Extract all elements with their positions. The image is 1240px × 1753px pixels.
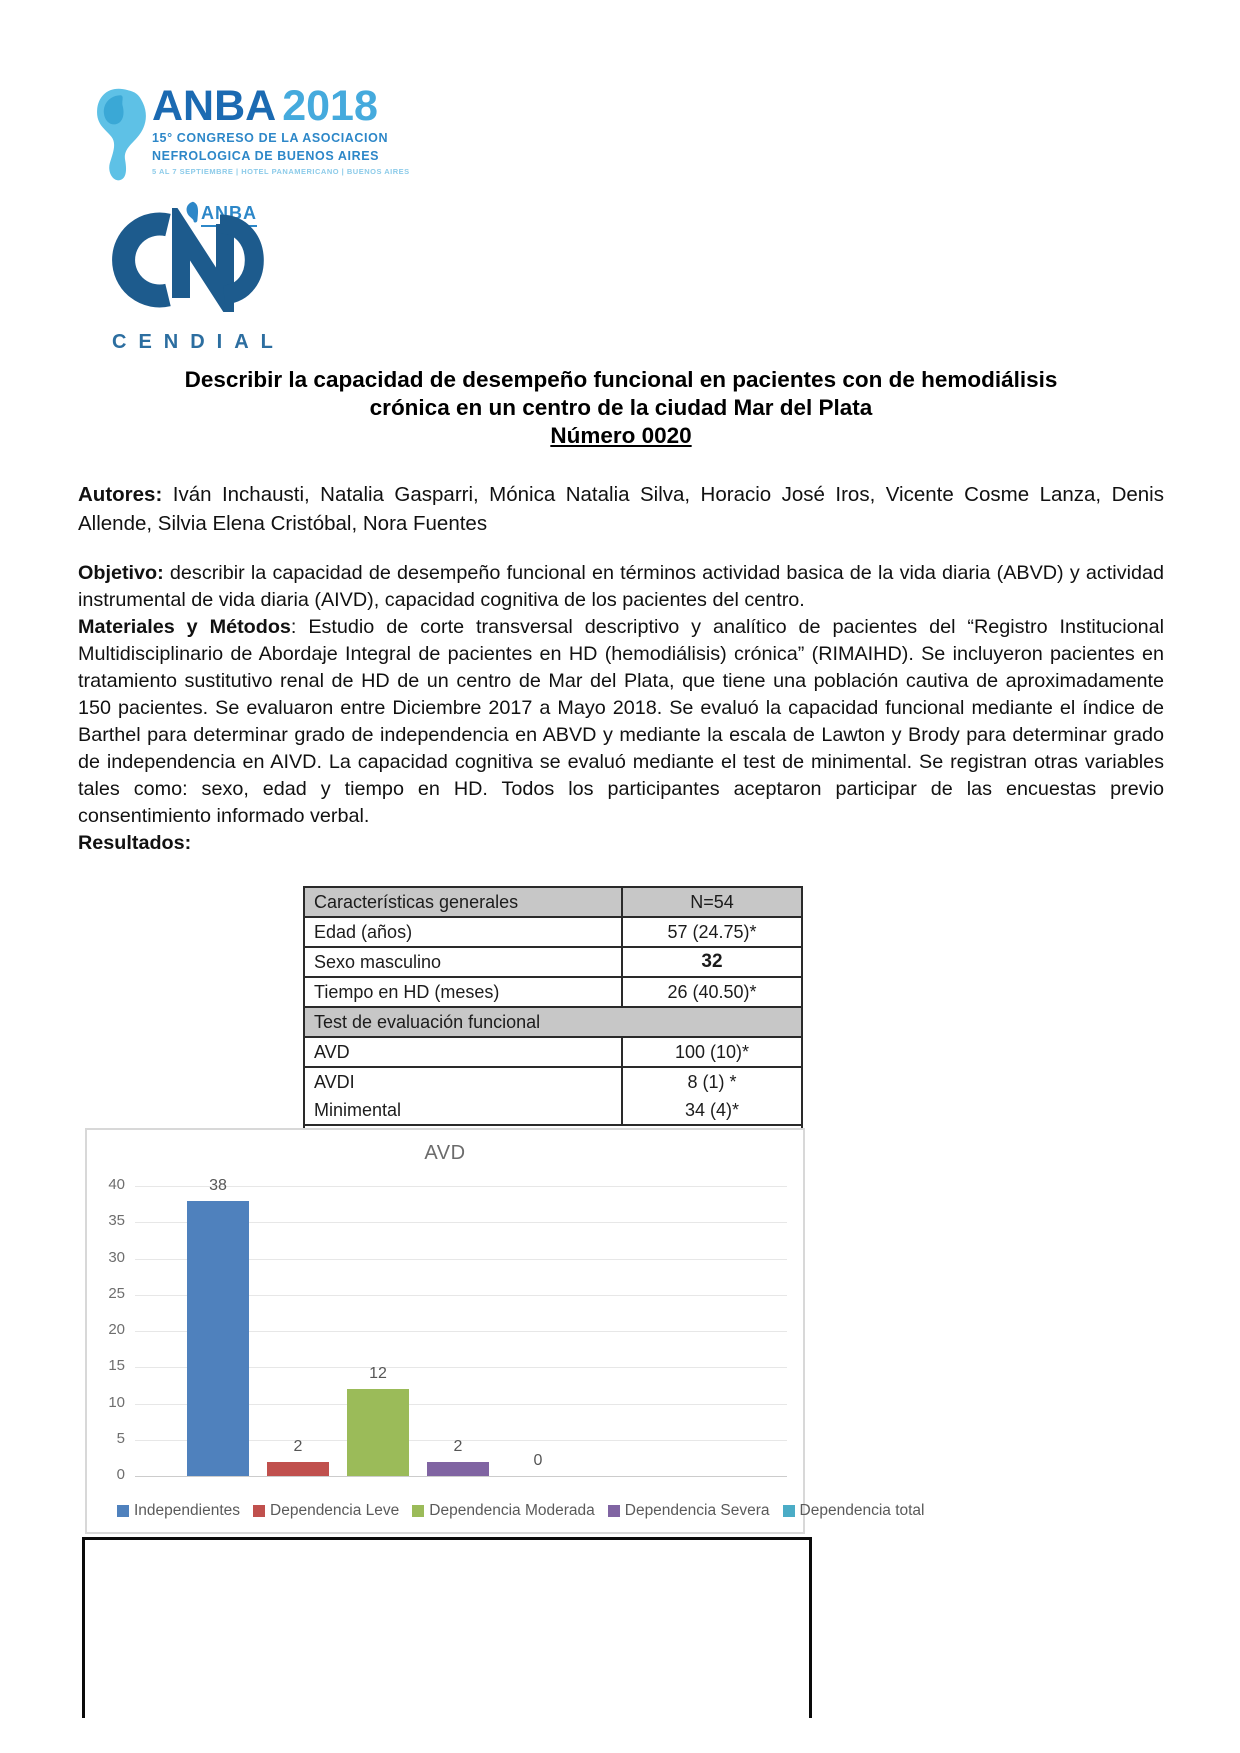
page-title [78,366,1164,450]
avd-chart [85,1128,925,1534]
table-cell-label: Tiempo en HD (meses) [304,977,622,1007]
table-cell-value: N=54 [622,887,802,917]
table-row [304,1096,802,1125]
results-table [303,886,803,1150]
table-cell-value: 57 (24.75)* [622,917,802,947]
y-axis-tick: 30 [108,1248,125,1266]
authors-label: Autores: [78,483,163,506]
cendial-logo [104,208,272,317]
legend-item [412,1502,594,1520]
bar-dependencia-severa [427,1462,489,1477]
congress-subtitle-line2: NEFROLOGICA DE BUENOS AIRES [152,149,380,163]
paragraph-lead: Objetivo: [78,562,164,584]
y-axis-tick: 35 [108,1212,125,1230]
authors-names: Iván Inchausti, Natalia Gasparri, Mónica Natalia Silva, Horacio José Iros, Vicente Cosme Lanza, Denis Allende, Silvia Elena Cristóbal, Nora Fuentes [78,483,1164,535]
y-axis-tick: 40 [108,1176,125,1193]
table-cell-label: Minimental [304,1096,622,1125]
legend-swatch-icon [117,1505,129,1517]
legend-item [117,1502,240,1520]
legend-label: Dependencia Moderada [429,1502,595,1519]
table-row [304,1067,802,1096]
paragraph: Objetivo: describir la capacidad de desempeño funcional en términos actividad basica de la vida diaria (ABVD) y actividad instrumental de vida diaria (AIVD), capacidad cognitiva de los pacientes del centro. [78,562,1164,611]
legend-swatch-icon [608,1505,620,1517]
y-axis-tick: 10 [108,1393,125,1411]
bar-dependencia-leve [267,1462,329,1477]
bar-value-label: 0 [533,1452,543,1469]
cendial-wordmark: CENDIAL [112,331,285,353]
congress-date-venue: 5 AL 7 SEPTIEMBRE | HOTEL PANAMERICANO | BUENOS AIRES [152,167,410,176]
chart-plot [135,1176,787,1476]
bar-dependencia-moderada [347,1389,409,1476]
bar-value-label: 2 [293,1437,303,1455]
cnd-monogram-icon [104,208,272,312]
y-axis-tick: 0 [116,1466,125,1483]
chart-legend [117,1502,925,1520]
legend-item [253,1502,399,1520]
paragraph [78,830,1164,857]
anba-congress-logo [92,84,422,228]
paragraph-lead: Resultados: [78,832,192,854]
table-cell-value: 8 (1) * [622,1067,802,1096]
table-cell-label: Características generales [304,887,622,917]
anba-small-wordmark: ANBA [201,203,257,227]
authors-paragraph [78,481,1164,538]
legend-swatch-icon [253,1505,265,1517]
chart-title: AVD [424,1142,466,1164]
table-row [304,1007,802,1037]
anba-wordmark: ANBA 2018 [152,82,378,130]
table-cell-label: AVD [304,1037,622,1067]
table-row [304,917,802,947]
y-axis-tick: 20 [108,1321,125,1338]
paragraph-lead: Materiales y Métodos [78,616,291,638]
table-section-header: Test de evaluación funcional [304,1007,802,1037]
legend-label: Dependencia total [799,1502,925,1519]
congress-subtitle-line1: 15° CONGRESO DE LA ASOCIACION [152,131,389,145]
table-cell-value: 26 (40.50)* [622,977,802,1007]
table-row [304,977,802,1007]
y-axis-tick: 15 [108,1357,125,1375]
paragraph: Materiales y Métodos: Estudio de corte transversal descriptivo y analítico de pacientes del “Registro Institucional Multidisciplinario de Abordaje Integral de pacientes en HD (hemodiálisis) crónica” (RIMAIHD). Se incluyeron pacientes en tratamiento sustitutivo renal de HD de un centro de Mar del Plata, que tiene una población cautiva de aproximadamente 150 pacientes. Se evaluaron entre Diciembre 2017 a Mayo 2018. Se evaluó la capacidad funcional mediante el índice de Barthel para determinar grado de independencia en ABVD y mediante la escala de Lawton y Brody para determinar grado de independencia en AIVD. La capacidad cognitiva se evaluó mediante el test de minimental. Se registran otras variables tales como: sexo, edad y tiempo en HD. Todos los participantes aceptaron participar de las encuestas previo consentimiento informado verbal. [78,616,1164,827]
bar-independientes [187,1201,249,1477]
table-cell-label: Sexo masculino [304,947,622,977]
y-axis-tick: 25 [108,1284,125,1302]
y-axis-tick: 5 [116,1429,125,1447]
gridline [135,1476,787,1477]
legend-label: Dependencia Leve [270,1502,400,1519]
table-cell-value: 100 (10)* [622,1037,802,1067]
bar-value-label: 2 [453,1437,463,1455]
bar-value-label: 38 [209,1176,227,1194]
table-cell-value: 32 [622,947,802,977]
table-row [304,1037,802,1067]
table-cell-label: Edad (años) [304,917,622,947]
legend-swatch-icon [783,1505,795,1517]
legend-swatch-icon [412,1505,424,1517]
empty-annotation-box [82,1537,812,1718]
table-cell-value: 34 (4)* [622,1096,802,1125]
table-cell-label: AVDI [304,1067,622,1096]
table-row [304,947,802,977]
legend-item [783,1502,925,1520]
title-line2: crónica en un centro de la ciudad Mar del Plata [369,395,873,420]
title-line1: Describir la capacidad de desempeño funcional en pacientes con de hemodiálisis [184,367,1058,392]
legend-item [608,1502,770,1520]
legend-label: Independientes [134,1502,241,1519]
legend-label: Dependencia Severa [624,1502,770,1519]
abstract-body [78,560,1164,857]
bar-value-label: 12 [369,1365,387,1382]
abstract-number: Número 0020 [550,423,692,448]
kidney-icon [92,84,148,193]
table-row [304,887,802,917]
